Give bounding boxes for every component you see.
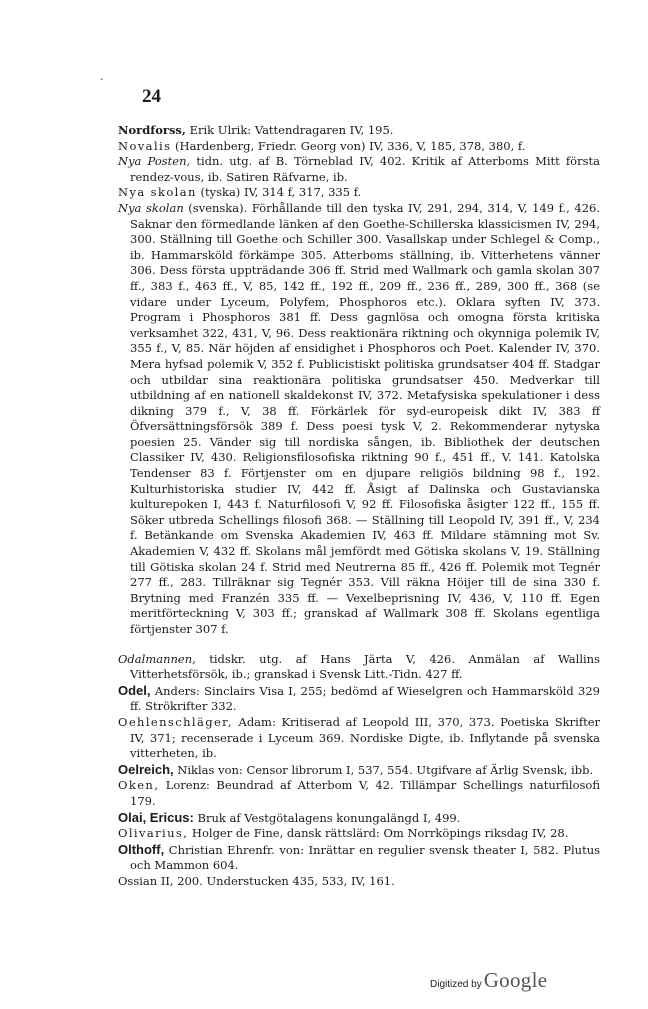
index-entry xyxy=(118,778,600,809)
index-entry xyxy=(118,826,600,842)
entry-headword: Oken, xyxy=(118,778,160,793)
index-entry xyxy=(118,683,600,715)
index-entry xyxy=(118,810,600,827)
index-entry xyxy=(118,842,600,874)
entry-headword: Nya skolan xyxy=(118,185,197,200)
entry-body: Anders: Sinclairs Visa I, 255; bedömd af Wieselgren och Hammarsköld 329 ff. Strökrifter 332. xyxy=(130,683,600,714)
entry-body: tidn. utg. af B. Törneblad IV, 402. Kritik af Atterboms Mitt första rendez-vous, ib. Satiren Räfvarne, ib. xyxy=(130,154,600,184)
entry-body: II, 200. Understucken 435, 533, IV, 161. xyxy=(157,873,395,888)
entry-headword: Nya Posten, xyxy=(118,154,191,169)
digitized-by-label: Digitized by xyxy=(430,979,482,990)
entry-body: Bruk af Vestgötalagens konungalängd I, 499. xyxy=(193,810,461,825)
entry-body: (Hardenberg, Friedr. Georg von) IV, 336, V, 185, 378, 380, f. xyxy=(171,138,526,153)
entry-headword: Olthoff, xyxy=(118,841,165,857)
entry-headword: Nordforss, xyxy=(118,123,186,137)
entry-headword: Oehlenschläger, xyxy=(118,714,233,729)
entry-headword: Olivarius, xyxy=(118,826,189,841)
entry-body: (svenska). Förhållande till den tyska IV, 291, 294, 314, V, 149 f., 426. Saknar den förmedlande länken af den Goethe-Schillerska klassicismen IV, 294, 300. Ställning till Goethe och Schiller 300. Vasallskap under Schlegel & Comp., ib. Hammarsköld förkämpe 305. Atterboms ställning, ib. Vitterhetens vänner 306. Dess första uppträdande 306 ff. Strid med Wallmark och gamla skolan 307 ff., 383 f., 463 ff., V, 85, 142 ff., 192 ff., 209 ff., 236 ff., 289, 300 ff., 368 (se vidare under Lyceum, Polyfem, Phosphoros etc.). Oklara syften IV, 373. Program i Phosphoros 381 ff. Dess gagnlösa och omogna första kritiska verksamhet 322, 431, V, 96. Dess reaktionära riktning och okynniga polemik IV, 355 f., V, 85. När höjden af ensidighet i Phosphoros och Poet. Kalender IV, 370. Mera hyfsad polemik V, 352 f. Publicistiskt politiska grundsatser 404 ff. Stadgar och utbildar sina reaktionära politiska grundsatser 450. Medverkar till utbildning af en nationell skaldekonst IV, 372. Metafysiska spekulationer i dess dikning 379 f., V, 38 ff. Förkärlek för syd-europeisk dikt IV, 383 ff Öfversättningsförsök 389 f. Dess poesi tysk V, 2. Rekommenderar nytyska poesien 25. Vänder sig till nordiska sången, ib. Bibliothek der deutschen Classiker IV, 430. Religionsfilosofiska riktning 90 f., 451 ff., V. 141. Katolska Tendenser 83 f. Förtjenster om en djupare religiös bildning 98 f., 192. Kulturhistoriska studier IV, 442 ff. Åsigt af Dalinska och Gustavianska kulturepoken I, 443 f. Naturfilosofi V, 92 ff. Filosofiska åsigter 122 ff., 155 ff. Söker utbreda Schellings filosofi 368. — Ställning till Leopold IV, 391 ff., V, 234 f. Betänkande om Svenska Akademien IV, 463 ff. Mildare stämning mot Sv. Akademien V, 432 ff. Skolans mål jemfördt med Götiska skolans V, 19. Ställning till Götiska skolan 24 f. Strid med Neutrerna 85 ff., 426 ff. Polemik mot Tegnér 277 ff., 283. Tillräknar sig Tegnér 353. Vill räkna Höijer till de sina 330 f. Brytning med Franzén 335 ff. — Vexelbeprisning IV, 436, V, 110 ff. Egen meritförteckning V, 303 ff.; granskad af Wallmark 308 ff. Skolans egentliga förtjenster 307 f. xyxy=(130,200,600,636)
index-entry xyxy=(118,715,600,762)
index-entry xyxy=(118,874,600,890)
digitization-watermark xyxy=(430,968,547,993)
entry-body: Erik Ulrik: Vattendragaren IV, 195. xyxy=(185,123,394,137)
index-column xyxy=(118,123,600,890)
entry-headword: Odalmannen, xyxy=(118,651,196,666)
margin-mark: - xyxy=(100,74,104,85)
index-entry xyxy=(118,652,600,683)
entry-body: tidskr. utg. af Hans Järta V, 426. Anmälan af Wallins Vitterhetsförsök, ib.; granskad i Svensk Litt.-Tidn. 427 ff. xyxy=(130,651,600,682)
entry-headword: Odel, xyxy=(118,682,151,698)
entry-body: Lorenz: Beundrad af Atterbom V, 42. Tillämpar Schellings naturfilosofi 179. xyxy=(130,778,600,808)
index-entry xyxy=(118,185,600,201)
entry-headword: Olai, Ericus: xyxy=(118,809,194,825)
entry-body: Niklas von: Censor librorum I, 537, 554. Utgifvare af Ärlig Svensk, ibb. xyxy=(173,762,594,777)
index-entry xyxy=(118,762,600,779)
google-logo: Google xyxy=(483,968,548,992)
entry-body: Christian Ehrenfr. von: Inrättar en regulier svensk theater I, 582. Plutus och Mammon 604. xyxy=(130,842,600,873)
entry-headword: Oelreich, xyxy=(118,761,174,777)
index-entry xyxy=(118,201,600,638)
entry-body: Adam: Kritiserad af Leopold III, 370, 373. Poetiska Skrifter IV, 371; recenserade i Lyceum 369. Nordiske Digte, ib. Inflytande på svenska vitterheten, ib. xyxy=(130,714,600,761)
index-entry xyxy=(118,139,600,155)
entry-body: (tyska) IV, 314 f, 317, 335 f. xyxy=(196,185,362,200)
page-number: 24 xyxy=(142,86,161,107)
index-entry xyxy=(118,123,600,139)
entry-headword: Nya skolan xyxy=(118,200,184,215)
entry-body: Holger de Fine, dansk rättslärd: Om Norrköpings riksdag IV, 28. xyxy=(188,826,569,841)
index-entry xyxy=(118,154,600,185)
entry-headword: Ossian xyxy=(118,873,158,888)
entry-headword: Novalis xyxy=(118,138,172,153)
